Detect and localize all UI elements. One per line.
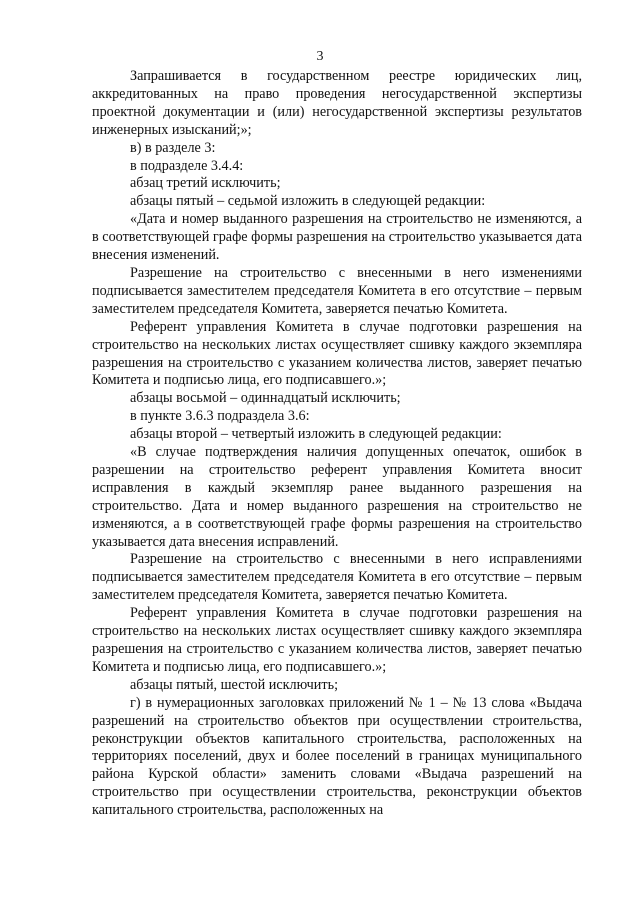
paragraph: абзацы второй – четвертый изложить в следующей редакции: [130,426,502,443]
paragraph: Запрашивается в государственном реестре юридических лиц, аккредитованных на право проведения негосударственной экспертизы проектной документации и (или) негосударственной экспертизы результатов инженерных изысканий;»; [92,68,582,138]
paragraph: «Дата и номер выданного разрешения на строительство не изменяются, а в соответствующей графе формы разрешения на строительство указывается дата внесения изменений. [92,211,582,264]
paragraph: г) в нумерационных заголовках приложений № 1 – № 13 слова «Выдача разрешений на строительство объектов при осуществлении строительства, реконструкции объектов капитального строительства, расположенных на территориях поселений, двух и более поселений в границах муниципального района Курской области» заменить словами «Выдача разрешений на строительство при осуществлении строительства, реконструкции объектов капитального строительства, расположенных на [92,694,582,819]
paragraph: абзацы восьмой – одиннадцатый исключить; [130,390,401,407]
paragraph: абзацы пятый, шестой исключить; [130,676,339,693]
page-number: 3 [316,49,324,64]
paragraph: в пункте 3.6.3 подраздела 3.6: [130,408,310,425]
paragraph: Разрешение на строительство с внесенными в него исправлениями подписывается заместителем председателя Комитета в его отсутствие – первым заместителем председателя Комитета, заверяется печатью Комитета. [92,551,582,604]
paragraph: Референт управления Комитета в случае подготовки разрешения на строительство на нескольких листах осуществляет сшивку каждого экземпляра разрешения на строительство с указанием количества листов, заверяет печатью Комитета и подписью лица, его подписавшего.»; [92,605,582,675]
document-body [92,68,582,820]
paragraph: абзацы пятый – седьмой изложить в следующей редакции: [130,193,486,210]
paragraph: в) в разделе 3: [130,139,216,156]
paragraph: абзац третий исключить; [130,175,281,192]
paragraph: Разрешение на строительство с внесенными в него изменениями подписывается заместителем председателя Комитета в его отсутствие – первым заместителем председателя Комитета, заверяется печатью Комитета. [92,264,582,317]
paragraph: Референт управления Комитета в случае подготовки разрешения на строительство на нескольких листах осуществляет сшивку каждого экземпляра разрешения на строительство с указанием количества листов, заверяет печатью Комитета и подписью лица, его подписавшего.»; [92,318,582,389]
paragraph: «В случае подтверждения наличия допущенных опечаток, ошибок в разрешении на строительство референт управления Комитета вносит исправления в каждый экземпляр ранее выданного разрешения на строительство. Дата и номер выданного разрешения на строительство не изменяются, а в соответствующей графе формы разрешения на строительство указывается дата внесения исправлений. [92,444,582,550]
paragraph: в подразделе 3.4.4: [130,157,244,174]
